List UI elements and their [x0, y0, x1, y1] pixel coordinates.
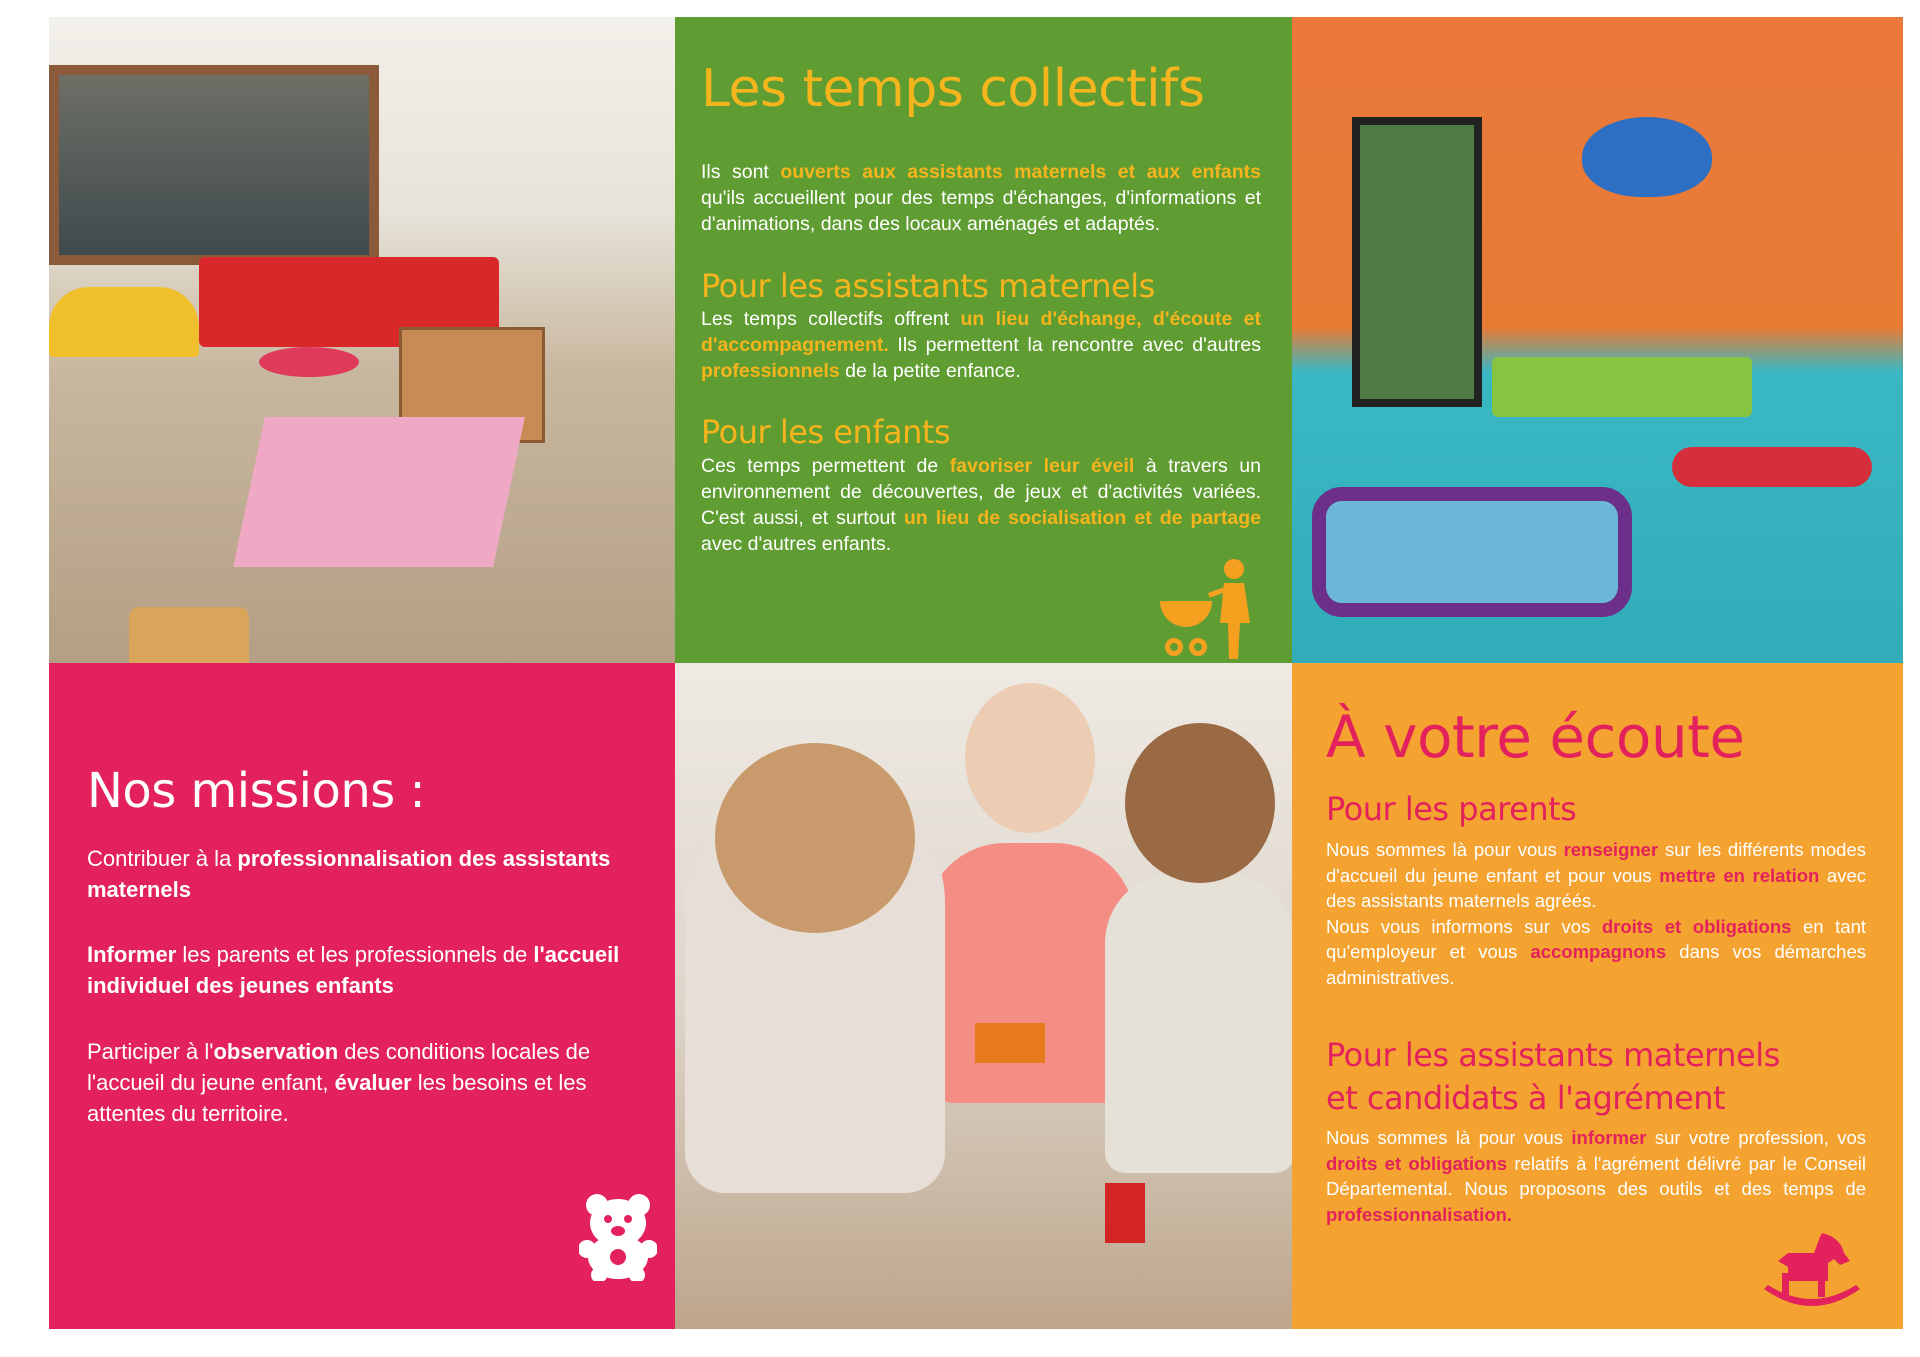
highlighted-text: favoriser leur éveil — [949, 455, 1135, 477]
text-run: les besoins et les attentes du territoire. — [87, 1070, 587, 1126]
brochure-sheet — [49, 17, 1903, 1329]
assistants-candidats-heading-line2: et candidats à l'agrément — [1326, 1079, 1726, 1117]
playroom-photo — [49, 17, 675, 663]
green-bench-shape — [1492, 357, 1752, 417]
highlighted-text: mettre en relation — [1659, 864, 1820, 886]
text-run: Les temps collectifs offrent — [701, 308, 961, 330]
bold-text: évaluer — [334, 1070, 412, 1095]
mission-item — [87, 1036, 647, 1129]
text-run: Nous sommes là pour vous — [1326, 839, 1564, 860]
pink-rug-shape — [233, 417, 525, 567]
enfants-text — [701, 453, 1261, 557]
stroller-parent-icon — [1158, 557, 1258, 662]
text-run: dans vos démarches administratives. — [1326, 941, 1866, 988]
child-head-shape — [965, 683, 1095, 833]
assistants-candidats-text — [1326, 1125, 1866, 1227]
play-mat-shape — [1312, 487, 1632, 617]
parents-heading: Pour les parents — [1326, 790, 1577, 828]
text-run: relatifs à l'agrément délivré par le Conseil Départemental. Nous proposons des outils et des temps de — [1326, 1152, 1866, 1199]
highlighted-text: informer — [1571, 1127, 1647, 1148]
highlighted-text: accompagnons — [1530, 941, 1667, 962]
highlighted-text: professionnels — [701, 360, 840, 382]
text-run: sur votre profession, vos — [1646, 1127, 1867, 1148]
children-playing-photo — [675, 663, 1292, 1329]
mission-item — [87, 939, 647, 1001]
child-shape — [925, 843, 1135, 1103]
bold-text: l'accueil individuel des jeunes enfants — [87, 942, 620, 998]
bold-text: Informer — [87, 942, 177, 967]
temps-collectifs-panel — [675, 17, 1292, 663]
text-run: avec d'autres enfants. — [701, 533, 892, 555]
text-run: qu'ils accueillent pour des temps d'échanges, d'informations et d'animations, dans des locaux aménagés et adaptés. — [701, 187, 1261, 235]
window-shape — [49, 65, 379, 265]
text-run: les parents et les professionnels de — [176, 942, 534, 967]
mission-item — [87, 843, 647, 905]
text-run: Ces temps permettent de — [701, 455, 950, 477]
text-run: sur les différents modes d'accueil du jeune enfant et pour vous — [1326, 839, 1866, 886]
assistants-text — [701, 306, 1261, 384]
highlighted-text: ouverts aux assistants maternels et aux enfants — [780, 161, 1261, 183]
highlighted-text: un lieu d'échange, d'écoute et d'accompagnement. — [701, 308, 1261, 356]
text-run: Ils permettent la rencontre avec d'autres — [888, 334, 1261, 356]
text-run: Nous vous informons sur vos — [1326, 915, 1602, 937]
rocking-horse-icon — [1762, 1229, 1862, 1315]
highlighted-text: renseigner — [1563, 839, 1659, 860]
child-shape — [1105, 873, 1292, 1173]
toy-block-shape — [975, 1023, 1045, 1063]
text-run: Nous sommes là pour vous — [1326, 1127, 1572, 1148]
parents-text — [1326, 837, 1866, 990]
a-votre-ecoute-title: À votre écoute — [1326, 703, 1745, 771]
child-head-shape — [715, 743, 915, 933]
text-run: en tant qu'employeur et vous — [1326, 915, 1867, 962]
text-run: des conditions locales de l'accueil du jeune enfant, — [87, 1039, 591, 1095]
text-run: à travers un environnement de découvertes, de jeux et d'activités variées. C'est aussi, et surtout — [701, 455, 1261, 529]
temps-collectifs-intro — [701, 159, 1261, 237]
highlighted-text: un lieu de socialisation et de partage — [903, 507, 1261, 529]
highlighted-text: professionnalisation. — [1326, 1203, 1513, 1225]
text-run: de la petite enfance. — [839, 360, 1021, 382]
assistants-candidats-heading — [1326, 1034, 1780, 1120]
wooden-chair-shape — [129, 607, 249, 663]
text-run: Contribuer à la — [87, 846, 238, 871]
text-run: avec des assistants maternels agréés. — [1326, 864, 1866, 911]
missions-panel — [49, 663, 675, 1329]
bold-text: professionnalisation des assistants maternels — [87, 846, 611, 902]
bold-text: observation — [213, 1039, 339, 1064]
highlighted-text: droits et obligations — [1326, 1152, 1508, 1174]
teddy-bear-icon — [579, 1191, 657, 1281]
garden-door-shape — [1352, 117, 1482, 407]
enfants-heading: Pour les enfants — [701, 413, 951, 451]
text-run: Participer à l' — [87, 1039, 214, 1064]
pink-table-shape — [259, 347, 359, 377]
text-run: Ils sont — [701, 161, 781, 183]
activity-room-photo — [1292, 17, 1903, 663]
toy-block-shape — [1105, 1183, 1145, 1243]
missions-title: Nos missions : — [87, 763, 426, 819]
assistants-heading: Pour les assistants maternels — [701, 267, 1155, 305]
temps-collectifs-title: Les temps collectifs — [701, 59, 1205, 119]
highlighted-text: droits et obligations — [1601, 915, 1792, 937]
yellow-cushion-shape — [49, 287, 199, 357]
red-mat-shape — [1672, 447, 1872, 487]
assistants-candidats-heading-line1: Pour les assistants maternels — [1326, 1036, 1780, 1074]
whale-decoration-shape — [1582, 117, 1712, 197]
a-votre-ecoute-panel — [1292, 663, 1903, 1329]
child-head-shape — [1125, 723, 1275, 883]
